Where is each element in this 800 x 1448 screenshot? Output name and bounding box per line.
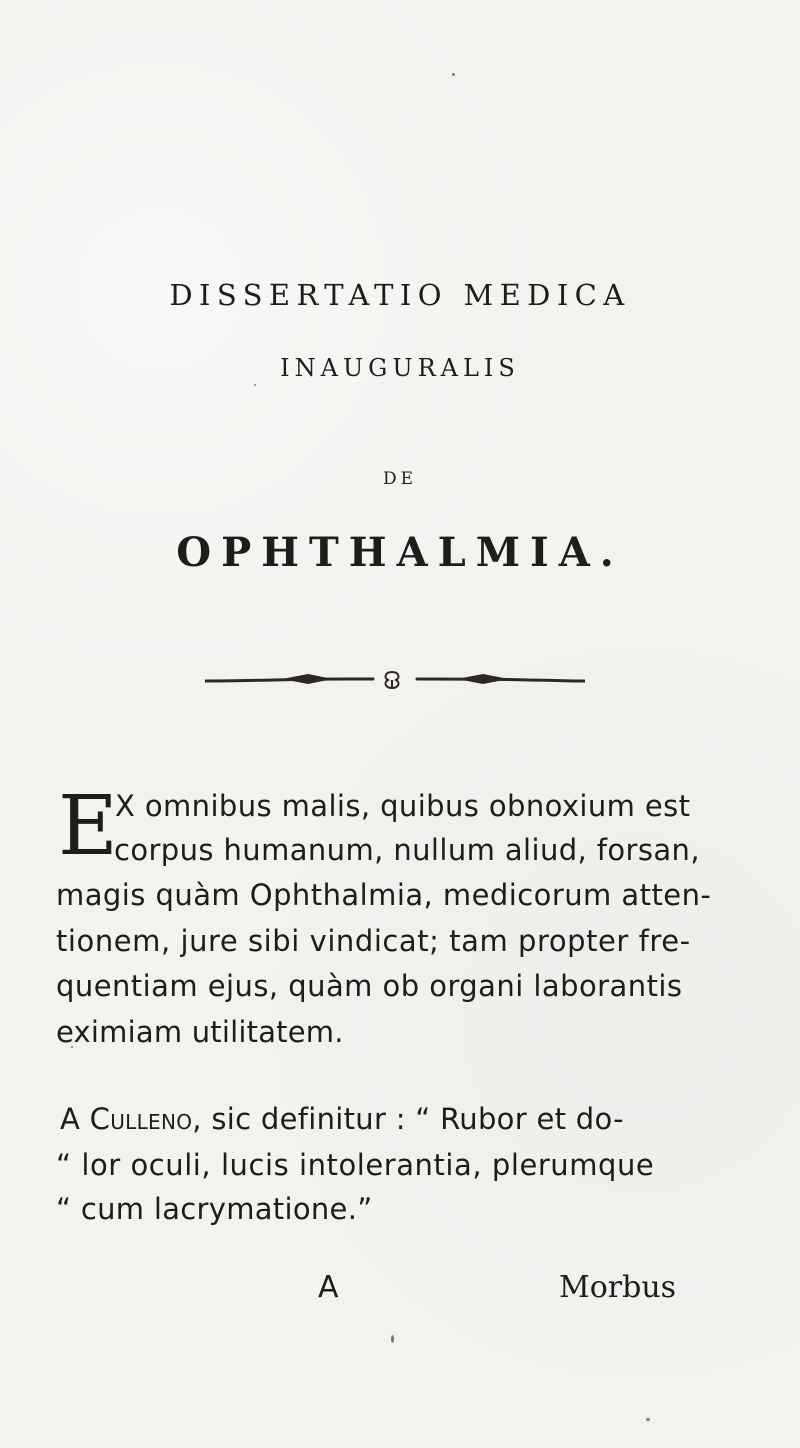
document-title-line-3: DE	[382, 469, 418, 489]
catchword-left: A	[318, 1270, 339, 1305]
paragraph-2-line-1	[60, 1102, 624, 1136]
drop-cap: E	[58, 779, 118, 874]
paragraph-1-line-3: magis quàm Ophthalmia, medicorum atten-	[56, 878, 712, 912]
catchword-right: Morbus	[559, 1270, 677, 1305]
paragraph-2-line-1-rest: , sic definitur : “ Rubor et do-	[192, 1102, 624, 1136]
paragraph-2-line-1-prefix: A	[60, 1102, 90, 1136]
paragraph-1-line-6: eximiam utilitatem.	[56, 1015, 344, 1049]
document-title-line-2: INAUGURALIS	[280, 354, 520, 382]
paper-speck	[254, 384, 256, 386]
author-name: Culleno	[89, 1102, 193, 1136]
paper-speck	[646, 1418, 650, 1421]
paragraph-1-line-1: X omnibus malis, quibus obnoxium est	[115, 789, 691, 823]
paragraph-1-line-2: corpus humanum, nullum aliud, forsan,	[114, 833, 700, 867]
paragraph-2-line-3: “ cum lacrymatione.”	[56, 1192, 373, 1226]
ornamental-divider-icon	[205, 664, 585, 696]
document-title-line-4: OPHTHALMIA.	[176, 529, 624, 576]
paper-speck	[452, 73, 455, 76]
document-title-line-1: DISSERTATIO MEDICA	[169, 278, 631, 312]
paragraph-2-line-2: “ lor oculi, lucis intolerantia, plerumque	[56, 1148, 655, 1182]
paragraph-1-line-4: tionem, jure sibi vindicat; tam propter fre-	[56, 924, 691, 958]
paragraph-1-line-5: quentiam ejus, quàm ob organi laborantis	[56, 969, 683, 1003]
paper-speck	[391, 1335, 394, 1343]
